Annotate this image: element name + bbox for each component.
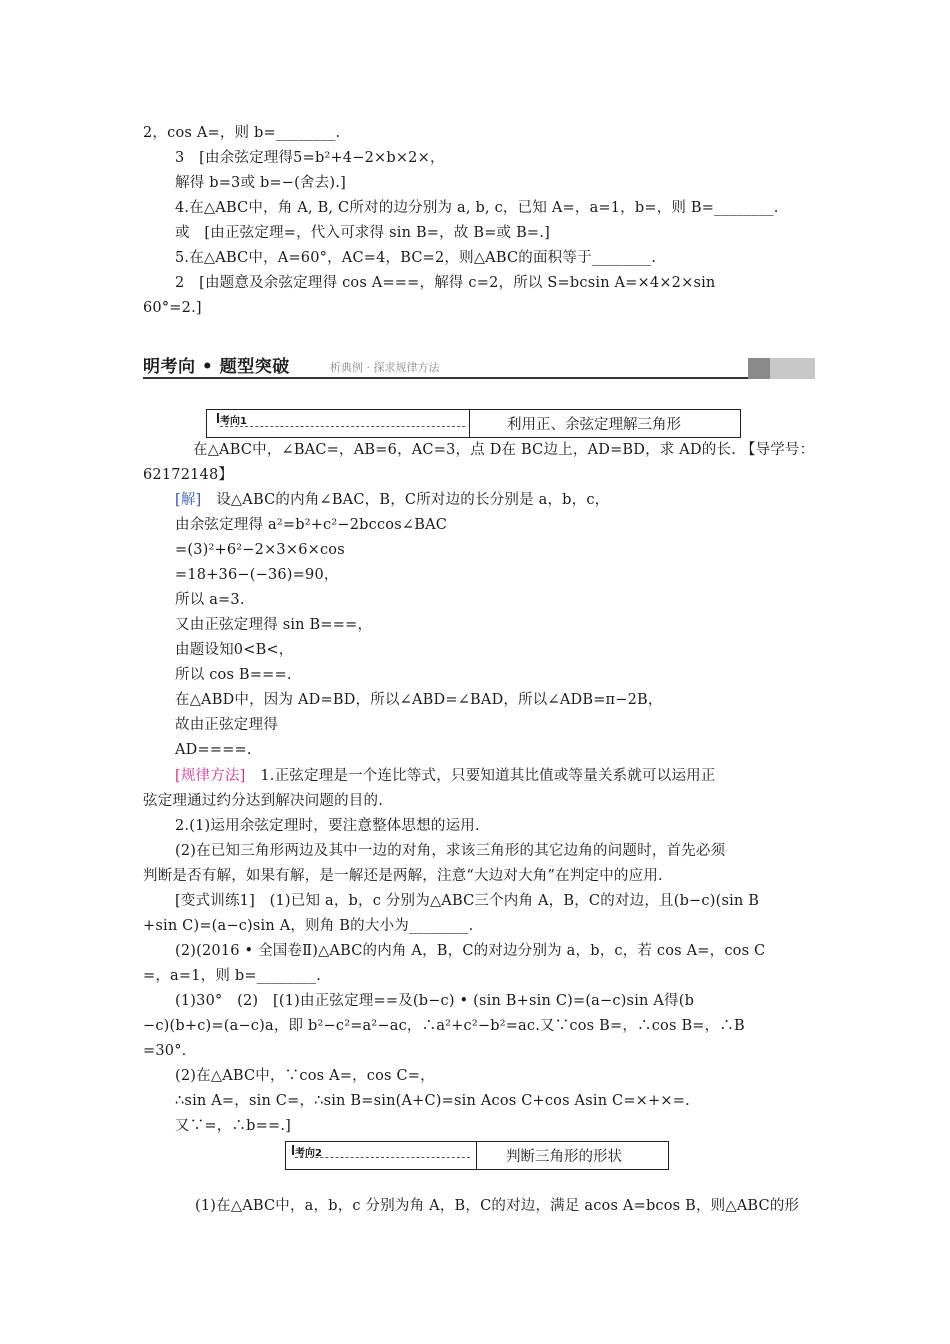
section-block-light xyxy=(770,358,815,379)
topic-name: 利用正、余弦定理解三角形 xyxy=(507,417,681,433)
dashed-line xyxy=(295,1157,470,1158)
variant-line: 又∵=，∴b==.] xyxy=(175,1118,291,1134)
variant-line: =，a=1，则 b=________. xyxy=(143,968,322,984)
variant-line: ∴sin A=，sin C=，∴sin B=sin(A+C)=sin Acos C+cos Asin C=×+×=. xyxy=(175,1093,690,1109)
variant-line: (1)30° (2) [(1)由正弦定理==及(b−c) • (sin B+sin C)=(a−c)sin A得(b xyxy=(175,993,695,1009)
method-line: 2.(1)运用余弦定理时，要注意整体思想的运用. xyxy=(175,818,480,834)
box-divider xyxy=(476,1142,477,1169)
variant-line: +sin C)=(a−c)sin A，则角 B的大小为________. xyxy=(143,918,474,934)
text-line: 解得 b=3或 b=−(舍去).] xyxy=(175,175,346,191)
section-title: 明考向 • 题型突破 xyxy=(143,357,290,377)
problem-line: 在△ABC中，∠BAC=，AB=6，AC=3，点 D在 BC边上，AD=BD，求 AD的长. 【导学号： xyxy=(193,442,815,458)
solution-line: 设△ABC的内角∠BAC，B，C所对边的长分别是 a，b，c， xyxy=(216,492,610,508)
variant-line: [变式训练1] (1)已知 a，b，c 分别为△ABC三个内角 A，B，C的对边，且(b−c)(sin B xyxy=(175,893,760,909)
section-block-dark xyxy=(748,358,770,379)
solution-line: 所以 cos B===. xyxy=(175,667,292,683)
problem-line: 62172148】 xyxy=(143,467,234,483)
solution-line: AD====. xyxy=(175,742,252,758)
method-label: [规律方法] xyxy=(175,768,246,784)
topic-tag: 考向1 xyxy=(220,412,247,427)
method-line: 1.正弦定理是一个连比等式，只要知道其比值或等量关系就可以运用正 xyxy=(260,768,716,784)
section-header xyxy=(143,350,815,380)
method-line: 弦定理通过约分达到解决问题的目的. xyxy=(143,793,384,809)
text-line: 3 [由余弦定理得5=b²+4−2×b×2×， xyxy=(175,150,445,166)
topic-box-1 xyxy=(206,409,741,438)
question-line: (1)在△ABC中，a，b，c 分别为角 A，B，C的对边，满足 acos A=bcos B，则△ABC的形 xyxy=(195,1198,800,1214)
topic-box-2 xyxy=(285,1141,669,1170)
topic-tag: 考向2 xyxy=(295,1144,322,1159)
variant-line: =30°. xyxy=(143,1043,187,1059)
solution-line: 由余弦定理得 a²=b²+c²−2bccos∠BAC xyxy=(175,517,448,533)
method-line: (2)在已知三角形两边及其中一边的对角，求该三角形的其它边角的问题时，首先必须 xyxy=(175,843,726,859)
solution-line: 所以 a=3. xyxy=(175,592,245,608)
text-line: 4.在△ABC中，角 A, B, C所对的边分别为 a, b, c，已知 A=，a=1，b=，则 B=________. xyxy=(175,200,779,216)
solution-line: 故由正弦定理得 xyxy=(175,717,278,733)
text-line: 2 [由题意及余弦定理得 cos A===，解得 c=2，所以 S=bcsin A=×4×2×sin xyxy=(175,275,716,291)
text-line: 60°=2.] xyxy=(143,300,202,316)
variant-line: (2)在△ABC中，∵cos A=，cos C=， xyxy=(175,1068,435,1084)
variant-line: −c)(b+c)=(a−c)a，即 b²−c²=a²−ac，∴a²+c²−b²=ac.又∵cos B=，∴cos B=，∴B xyxy=(143,1018,745,1034)
section-rule xyxy=(143,377,748,379)
solution-label: [解] xyxy=(175,492,202,508)
solution-line: =18+36−(−36)=90， xyxy=(175,567,339,583)
solution-line: =(3)²+6²−2×3×6×cos xyxy=(175,542,345,558)
text-line: 2，cos A=，则 b=________. xyxy=(143,125,341,141)
text-line: 或 [由正弦定理=，代入可求得 sin B=，故 B=或 B=.] xyxy=(175,225,550,241)
box-divider xyxy=(469,410,470,437)
section-subtitle: 析典例 · 探求规律方法 xyxy=(330,361,440,374)
solution-line: 在△ABD中，因为 AD=BD，所以∠ABD=∠BAD，所以∠ADB=π−2B， xyxy=(175,692,663,708)
variant-line: (2)(2016 • 全国卷Ⅱ)△ABC的内角 A，B，C的对边分别为 a，b，c，若 cos A=，cos C xyxy=(175,943,766,959)
topic-name: 判断三角形的形状 xyxy=(506,1149,622,1165)
text-line: 5.在△ABC中，A=60°，AC=4，BC=2，则△ABC的面积等于________. xyxy=(175,250,657,266)
solution-line: 又由正弦定理得 sin B===， xyxy=(175,617,373,633)
dashed-line xyxy=(220,426,465,427)
solution-line: 由题设知0<B<， xyxy=(175,642,294,658)
method-line: 判断是否有解，如果有解，是一解还是两解，注意“大边对大角”在判定中的应用. xyxy=(143,868,663,884)
